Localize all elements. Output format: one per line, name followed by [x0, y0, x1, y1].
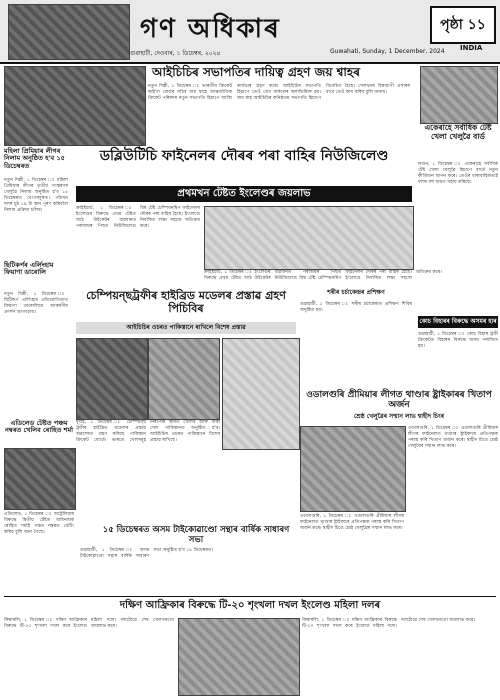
body-udalguri-continued: ওডালগুৰি, ১ ডিচেম্বৰ ঃ ওডালগুৰি প্ৰীমিয়াৰ লীগৰ ফাইনেলত থাণ্ডাৰ ষ্ট্ৰাইকাৰে প্ৰতিপক্ষক পৰাস্ত কৰি খিতাপ অৰ্জন কৰে। শ্বাহীদ চিঙে শ্ৰেষ্ঠ খেলুৱৈৰ সন্মান লাভ কৰে।	[300, 514, 404, 532]
body-wtc: ক্ৰাইষ্টচাৰ্চ, ১ ডিচেম্বৰ ঃ ইংলেণ্ডৰ বিৰুদ্ধে প্ৰথম টেষ্টত আঠ উইকেটৰ ব্যৱধানত পৰাজয়ৰ পিছত নিউজিলেণ্ড বিশ্ব টেষ্ট চেম্পিয়নশ্বিপ ফাইনেলৰ দৌৰৰ পৰা বাহিৰ হৈছে। ইংলেণ্ডে নিৰ্ধাৰিত লক্ষ্য সহজে অতিক্ৰম কৰে।	[76, 206, 200, 230]
photo-england-women	[178, 618, 300, 696]
masthead	[0, 0, 500, 64]
body-jay-shah: নতুন দিল্লী, ১ ডিচেম্বৰ ঃ ভাৰতীয় ক্ৰিকেট কন্ট্ৰ'ল বোৰ্ডৰ সচিব জয় শ্বাহে আন্তৰ্জাতিক ক্ৰিকেট পৰিষদৰ নতুন সভাপতি হিচাপে আজি কাৰ্যভাৰ গ্ৰহণ কৰে। আইচিচিৰ সভাপতি হিচাপে তেওঁ গ্ৰেগ বাৰ্কলেৰ স্থলাভিষিক্ত হয়। জয় শ্বাহ আইচিচিৰ কনিষ্ঠতম সভাপতি হিচাপে বিবেচিত হৈছে। খেলখনৰ বিশ্বব্যাপী প্ৰসাৰৰ বাবে তেওঁ কাম কৰিব বুলি জনায়।	[148, 84, 410, 102]
headline-champions-trophy: চেম্পিয়ন্ছট্ৰফীৰ হাইব্ৰিড মডেলৰ প্ৰস্তাৱ গ্ৰহণ পিচিবিৰ	[86, 289, 286, 315]
photo-trophy	[222, 338, 300, 450]
headline-citicorp: ছিটিকৰ্পৰ এৰ্লিংহাম ফিয়াণা ডাৰোলি	[4, 261, 54, 277]
headline-udalguri: ওডালগুৰি প্ৰীমিয়াৰ লীগত থাণ্ডাৰ ষ্ট্ৰাইকাৰৰ খিতাপ অৰ্জন	[306, 390, 492, 411]
masthead-date-right: Guwahati, Sunday, 1 December, 2024	[330, 48, 445, 55]
body-bird-record: লণ্ডন, ১ ডিচেম্বৰ ঃ একেৰাহে সৰ্বাধিক টেষ্ট খেলা খেলুৱৈ হিচাপে বাৰ্ডে নতুন কীৰ্তিমান স্থাপন কৰে। তেওঁৰ ধাৰাবাহিকতাই দলক বহু জয়ত সহায় কৰিছে।	[418, 162, 498, 186]
body-wpl-auction: নতুন দিল্লী, ১ ডিচেম্বৰ ঃ মহিলা প্ৰিমিয়াৰ লীগৰ তৃতীয় সংস্কৰণৰ খেলুৱৈ নিলাম অনুষ্ঠিত হ'ব ১৫ ডিচেম্বৰত বেংগালুৰুত। পাঁচখন দলৰ মুঠ ১৯ টা স্থান পূৰণ কৰিবলৈ নিলাম প্ৰক্ৰিয়া চলিব।	[4, 178, 68, 214]
photo-babar	[148, 338, 220, 420]
photo-jay-shah	[4, 66, 146, 146]
body-champions-trophy: দুবাই, ১ ডিচেম্বৰ ঃ চেম্পিয়ন্ছ ট্ৰফীৰ হাইব্ৰিড মডেলৰ প্ৰস্তাৱ অৱশেষত গ্ৰহণ কৰিছে পাকিস্তান ক্ৰিকেট বোৰ্ডে। ভাৰতে খেলসমূহ নিৰপেক্ষ স্থানত খেলিব আৰু বাকী খেল পাকিস্তানত অনুষ্ঠিত হ'ব। আইচিচিৰ ওচৰত পাকিস্তানে বিশেষ প্ৰস্তাৱ ৰাখিছে।	[76, 420, 220, 444]
subhead-england-win: প্ৰথমখন টেষ্টত ইংলেণ্ডৰ জয়লাভ	[76, 186, 412, 202]
label-cooch-behar: কোচ বিহাৰৰ বিৰুদ্ধে অসমৰ হাৰ	[418, 316, 498, 328]
page-number-box: পৃষ্ঠা ১১	[430, 6, 496, 44]
body-udalguri: ওডালগুৰি, ১ ডিচেম্বৰ ঃ ওডালগুৰি প্ৰীমিয়াৰ লীগৰ ফাইনেলত থাণ্ডাৰ ষ্ট্ৰাইকাৰে প্ৰতিপক্ষক পৰাস্ত কৰি খিতাপ অৰ্জন কৰে। শ্বাহীদ চিঙে শ্ৰেষ্ঠ খেলুৱৈৰ সন্মান লাভ কৰে।	[408, 426, 498, 450]
photo-udalguri-team	[300, 426, 406, 512]
photo-england-team	[204, 206, 414, 270]
body-citicorp: নতুন দিল্লী, ১ ডিচেম্বৰ ঃ ছিটিকৰ্প এৰ্লিংহাম প্ৰতিযোগিতাত ফিয়াণা ডাৰোলিয়ে আকৰ্ষণীয় প্ৰদৰ্শন আগবঢ়ায়।	[4, 292, 68, 316]
body-england-women: কিম্বাৰলি, ১ ডিচেম্বৰ ঃ দক্ষিণ আফ্ৰিকাৰ বিৰুদ্ধে টি-২০ শৃংখলা দখল কৰে ইংলেণ্ড মহিলা দলে। দলটোৱে শেষ খেলখনতো জয়লাভ কৰে।	[4, 618, 174, 630]
body-rohit-adelaide: এডিলেড, ১ ডিচেম্বৰ ঃ অষ্ট্ৰেলিয়াৰ বিৰুদ্ধে দ্বিতীয় টেষ্টত অধিনায়ক ৰোহিত শৰ্মাই পঞ্চম নম্বৰত বেটিং কৰিব বুলি জনা গৈছে।	[4, 512, 74, 536]
masthead-date-left: গুৱাহাটী, দেওবাৰ, ১ ডিচেম্বৰ, ২০২৪	[130, 50, 221, 57]
subhead-udalguri: শ্ৰেষ্ঠ খেলুৱৈৰ সন্মান লাভ শ্বাহীদ চিংৰ	[353, 413, 444, 420]
headline-gym: শৰীৰ চৰ্চাকেন্দ্ৰৰ প্ৰশিক্ষণ	[327, 289, 385, 296]
subhead-champions-trophy: আইচিচিৰ ওচৰত পাকিস্তানে ৰাখিলে বিশেষ প্ৰস্তাৱ	[76, 322, 296, 334]
headline-jay-shah: আইচিচিৰ সভাপতিৰ দায়িত্ব গ্ৰহণ জয় শ্বাহৰ	[152, 65, 360, 79]
body-england-women-continued: কিম্বাৰলি, ১ ডিচেম্বৰ ঃ দক্ষিণ আফ্ৰিকাৰ বিৰুদ্ধে টি-২০ শৃংখলা দখল কৰে ইংলেণ্ড মহিলা দলে। দলটোৱে শেষ খেলখনতো জয়লাভ কৰে।	[302, 618, 475, 630]
divider-bottom	[4, 596, 496, 597]
photo-rohit	[76, 338, 148, 420]
masthead-photo-strip	[8, 4, 130, 60]
headline-taekwondo: ১৫ ডিচেম্বৰত অসম টাইকোৱাণ্ডো সন্থাৰ বাৰ্ষিক সাধাৰণ সভা	[102, 525, 290, 545]
body-wtc-continued: ক্ৰাইষ্টচাৰ্চ, ১ ডিচেম্বৰ ঃ ইংলেণ্ডৰ বিৰুদ্ধে প্ৰথম টেষ্টত আঠ উইকেটৰ ব্যৱধানত পৰাজয়ৰ পিছত নিউজিলেণ্ড বিশ্ব টেষ্ট চেম্পিয়নশ্বিপ ফাইনেলৰ দৌৰৰ পৰা বাহিৰ হৈছে। ইংলেণ্ডে নিৰ্ধাৰিত লক্ষ্য সহজে অতিক্ৰম কৰে।	[204, 270, 442, 282]
body-cooch-behar: গুৱাহাটী, ১ ডিচেম্বৰ ঃ কোচ বিহাৰ ট্ৰফী ক্ৰিকেটত বিহাৰৰ বিৰুদ্ধে অসম পৰাজিত হয়।	[418, 332, 498, 350]
headline-wtc-newzealand: ডব্লিউটিচি ফাইনেলৰ দৌৰৰ পৰা বাহিৰ নিউজিলেণ্ড	[99, 148, 389, 164]
body-taekwondo: গুৱাহাটী, ১ ডিচেম্বৰ ঃ অসম টাইকোৱাণ্ডো সন্থাৰ বাৰ্ষিক সাধাৰণ সভা অনুষ্ঠিত হ'ব ১৫ ডিচেম্বৰত।	[80, 548, 214, 560]
headline-bird-record: একেৰাহে সৰ্বাধিক টেষ্ট খেলা খেলুৱৈ বাৰ্ড	[424, 123, 492, 141]
masthead-title: গণ অধিকাৰ	[140, 14, 281, 44]
headline-wpl-auction: মহিলা প্ৰিমিয়াৰ লীগৰ নিলাম অনুষ্ঠিত হ'ব ১৫ ডিচেম্বৰত	[4, 147, 65, 170]
photo-rohit-sharma	[4, 448, 76, 510]
body-gym: গুৱাহাটী, ১ ডিচেম্বৰ ঃ শৰীৰ চৰ্চাকেন্দ্ৰত প্ৰশিক্ষণ শিবিৰ অনুষ্ঠিত হয়।	[300, 302, 412, 314]
headline-rohit-adelaide: এডিলেড টেষ্টত পঞ্চম নম্বৰত খেলিব ৰোহিত শৰ্মা	[5, 419, 73, 435]
headline-england-women: দক্ষিণ আফ্ৰিকাৰ বিৰুদ্ধে টি-২০ শৃংখলা দখল ইংলেণ্ড মহিলা দলৰ	[119, 600, 381, 611]
photo-bird	[420, 66, 498, 124]
section-tag: INDIA	[460, 44, 483, 52]
